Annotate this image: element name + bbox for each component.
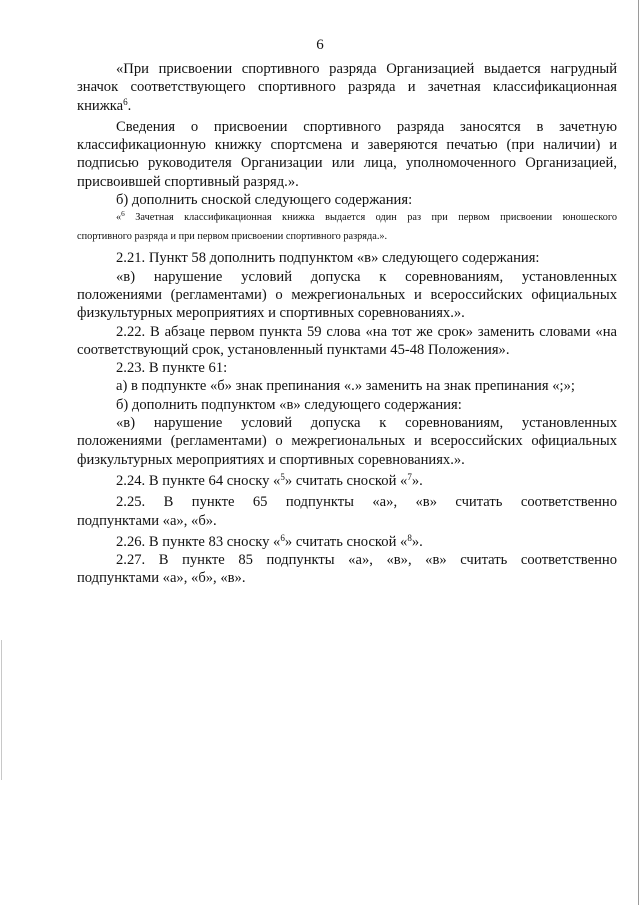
scan-edge-left — [1, 640, 2, 780]
s225-line-2: подпунктами «а», «б». — [77, 512, 217, 529]
footnote-line-1 — [77, 209, 617, 228]
s226-b: » считать сноской « — [284, 533, 408, 550]
s226-sup-2: 8 — [407, 532, 412, 543]
scan-edge-right — [638, 0, 639, 905]
document-body — [77, 60, 617, 588]
s226-c: ». — [411, 533, 423, 550]
s224-sup-2: 7 — [407, 471, 412, 482]
s226-sup-1: 6 — [280, 532, 285, 543]
s223-line-5: положениями (регламентами) о межрегиональных и всероссийских официальных — [77, 433, 617, 450]
s224-a: 2.24. В пункте 64 сноску « — [116, 472, 281, 489]
s227-line-2: подпунктами «а», «б», «в». — [77, 570, 246, 587]
p2-line-3: подписью руководителя Организации или лица, уполномоченного Организацией, — [77, 155, 617, 172]
s223-line-6: физкультурных мероприятиях и спортивных соревнованиях.». — [77, 451, 465, 468]
s224-line — [77, 472, 617, 490]
p1-line-3 — [77, 97, 617, 115]
s223-line-2: а) в подпункте «б» знак препинания «.» заменить на знак препинания «;»; — [116, 378, 575, 395]
s225-line-1: 2.25. В пункте 65 подпункты «а», «в» считать соответственно — [116, 494, 617, 511]
s223-line-4: «в) нарушение условий допуска к соревнованиям, установленных — [116, 415, 617, 432]
page-number: 6 — [316, 37, 324, 53]
s226-line — [77, 533, 617, 551]
footnote-line-1-text: Зачетная классификационная книжка выдается один раз при первом присвоении юношеского — [124, 212, 617, 224]
p1-line-3-text: книжка — [77, 97, 124, 114]
s224-c: ». — [411, 472, 423, 489]
s222-line-1: 2.22. В абзаце первом пункта 59 слова «на тот же срок» заменить словами «на — [116, 323, 617, 340]
p2-line-1: Сведения о присвоении спортивного разряда заносятся в зачетную — [116, 118, 617, 135]
s223-line-3: б) дополнить подпунктом «в» следующего содержания: — [116, 396, 462, 413]
footnote-open: « — [116, 212, 122, 224]
s224-b: » считать сноской « — [284, 472, 408, 489]
s226-a: 2.26. В пункте 83 сноску « — [116, 533, 281, 550]
s227-line-1: 2.27. В пункте 85 подпункты «а», «в», «в» считать соответственно — [116, 552, 617, 569]
p1-line-1: «При присвоении спортивного разряда Организацией выдается нагрудный — [116, 61, 617, 77]
s221-line-4: физкультурных мероприятиях и спортивных соревнованиях.». — [77, 305, 465, 322]
p2-line-4: присвоившей спортивный разряд.». — [77, 173, 299, 190]
s223-line-1: 2.23. В пункте 61: — [116, 360, 228, 377]
p1-line-2: значок соответствующего спортивного разряда и зачетная классификационная — [77, 79, 617, 96]
s222-line-2: соответствующий срок, установленный пунктами 45-48 Положения». — [77, 341, 510, 358]
s221-line-3: положениями (регламентами) о межрегиональных и всероссийских официальных — [77, 286, 617, 303]
s221-line-1: 2.21. Пункт 58 дополнить подпунктом «в» следующего содержания: — [116, 250, 540, 267]
s221-line-2: «в) нарушение условий допуска к соревнованиям, установленных — [116, 268, 617, 285]
p2-line-2: классификационную книжку спортсмена и заверяются печатью (при наличии) и — [77, 137, 617, 154]
s224-sup-1: 5 — [280, 471, 285, 482]
p2-line-5: б) дополнить сноской следующего содержания: — [116, 192, 413, 209]
footnote-line-2: спортивного разряда и при первом присвоении спортивного разряда.». — [77, 230, 388, 242]
p1-line-3-end: . — [127, 97, 132, 114]
footnote-ref-6: 6 — [123, 96, 128, 107]
footnote-number: 6 — [121, 210, 125, 219]
